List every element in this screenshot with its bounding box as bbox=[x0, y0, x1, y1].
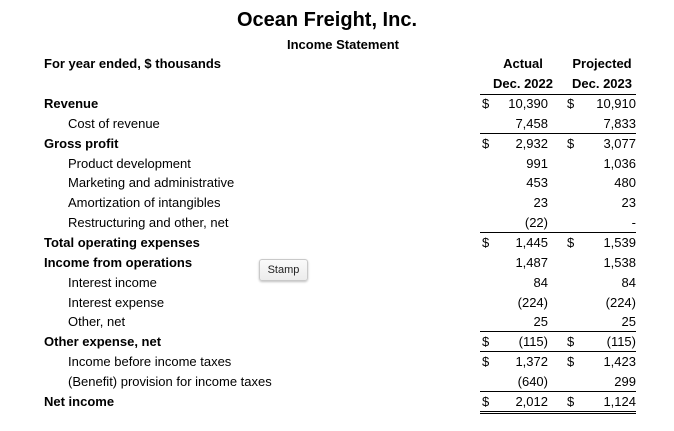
projected-value: 1,539 bbox=[603, 234, 636, 250]
row-label: Interest expense bbox=[68, 294, 165, 310]
table-row bbox=[0, 154, 674, 174]
actual-dollar-sign: $ bbox=[482, 354, 490, 370]
actual-value: (22) bbox=[524, 215, 548, 231]
column-header-projected-line2: Dec. 2023 bbox=[572, 76, 632, 91]
actual-value: 84 bbox=[533, 274, 548, 290]
actual-dollar-sign: $ bbox=[482, 234, 490, 250]
projected-value: 3,077 bbox=[603, 135, 636, 151]
row-label: Net income bbox=[44, 393, 115, 409]
row-label: Cost of revenue bbox=[68, 115, 160, 131]
table-row bbox=[0, 173, 674, 193]
row-label: Amortization of intangibles bbox=[68, 195, 221, 211]
actual-value: 7,458 bbox=[515, 115, 548, 131]
actual-dollar-sign: $ bbox=[482, 393, 490, 409]
table-row bbox=[0, 253, 674, 273]
projected-value: - bbox=[631, 215, 636, 231]
row-label: Interest income bbox=[68, 274, 157, 290]
projected-value: 7,833 bbox=[603, 115, 636, 131]
actual-value: 2,932 bbox=[515, 135, 548, 151]
actual-value: 1,372 bbox=[515, 354, 548, 370]
double-rule-top bbox=[480, 411, 636, 412]
table-row bbox=[0, 332, 674, 352]
company-title: Ocean Freight, Inc. bbox=[236, 9, 418, 31]
rule-after-cost-of-revenue bbox=[480, 133, 636, 134]
column-header-projected-line1: Projected bbox=[572, 56, 632, 71]
actual-dollar-sign: $ bbox=[482, 334, 490, 350]
actual-value: 991 bbox=[526, 155, 548, 171]
table-row bbox=[0, 94, 674, 114]
table-row bbox=[0, 233, 674, 253]
projected-dollar-sign: $ bbox=[567, 234, 575, 250]
projected-value: (224) bbox=[605, 294, 636, 310]
actual-value: 1,445 bbox=[515, 234, 548, 250]
statement-subtitle: Income Statement bbox=[287, 37, 399, 52]
table-row bbox=[0, 352, 674, 372]
row-label: Income from operations bbox=[44, 254, 193, 270]
actual-value: 2,012 bbox=[515, 393, 548, 409]
projected-dollar-sign: $ bbox=[567, 354, 575, 370]
column-header-actual-line1: Actual bbox=[503, 56, 543, 71]
row-label: Other expense, net bbox=[44, 334, 162, 350]
projected-value: 1,538 bbox=[603, 254, 636, 270]
row-label: Gross profit bbox=[44, 135, 119, 151]
actual-value: 453 bbox=[526, 175, 548, 191]
actual-value: 23 bbox=[533, 195, 548, 211]
projected-value: 10,910 bbox=[596, 96, 636, 111]
double-rule-bottom bbox=[480, 413, 636, 414]
projected-value: 299 bbox=[614, 373, 636, 389]
table-row bbox=[0, 114, 674, 134]
projected-value: 1,423 bbox=[603, 354, 636, 370]
table-row bbox=[0, 193, 674, 213]
projected-value: (115) bbox=[606, 334, 636, 350]
table-row bbox=[0, 134, 674, 154]
actual-dollar-sign: $ bbox=[482, 135, 490, 151]
actual-value: (640) bbox=[517, 373, 548, 389]
row-label: (Benefit) provision for income taxes bbox=[68, 373, 272, 389]
row-label: Product development bbox=[68, 155, 191, 171]
table-row bbox=[0, 273, 674, 293]
projected-value: 23 bbox=[621, 195, 636, 211]
table-row bbox=[0, 213, 674, 233]
row-label: Restructuring and other, net bbox=[68, 215, 229, 231]
projected-value: 25 bbox=[621, 314, 636, 330]
projected-value: 1,036 bbox=[603, 155, 636, 171]
projected-dollar-sign: $ bbox=[567, 135, 575, 151]
stamp-button[interactable]: Stamp bbox=[259, 259, 308, 281]
projected-dollar-sign: $ bbox=[567, 393, 575, 409]
projected-dollar-sign: $ bbox=[567, 334, 575, 350]
row-label: Other, net bbox=[68, 314, 126, 330]
row-label: Marketing and administrative bbox=[68, 175, 235, 191]
rule-after-other-net bbox=[480, 331, 636, 332]
row-label: Revenue bbox=[44, 96, 99, 111]
projected-dollar-sign: $ bbox=[567, 96, 575, 111]
actual-value: (115) bbox=[518, 334, 548, 350]
actual-value: 1,487 bbox=[515, 254, 548, 270]
actual-value: (224) bbox=[517, 294, 548, 310]
actual-value: 10,390 bbox=[508, 96, 548, 111]
rule-after-tax bbox=[480, 391, 636, 392]
projected-value: 84 bbox=[621, 274, 636, 290]
table-row bbox=[0, 293, 674, 313]
projected-value: 1,124 bbox=[603, 393, 636, 409]
period-label: For year ended, $ thousands bbox=[44, 56, 221, 71]
actual-value: 25 bbox=[533, 314, 548, 330]
projected-value: 480 bbox=[614, 175, 636, 191]
rule-after-other-expense bbox=[480, 351, 636, 352]
row-label: Income before income taxes bbox=[68, 354, 232, 370]
table-row bbox=[0, 312, 674, 332]
column-header-actual-line2: Dec. 2022 bbox=[493, 76, 553, 91]
rule-after-restructuring bbox=[480, 232, 636, 233]
table-row bbox=[0, 372, 674, 392]
table-row bbox=[0, 392, 674, 412]
row-label: Total operating expenses bbox=[44, 234, 200, 250]
actual-dollar-sign: $ bbox=[482, 96, 490, 111]
